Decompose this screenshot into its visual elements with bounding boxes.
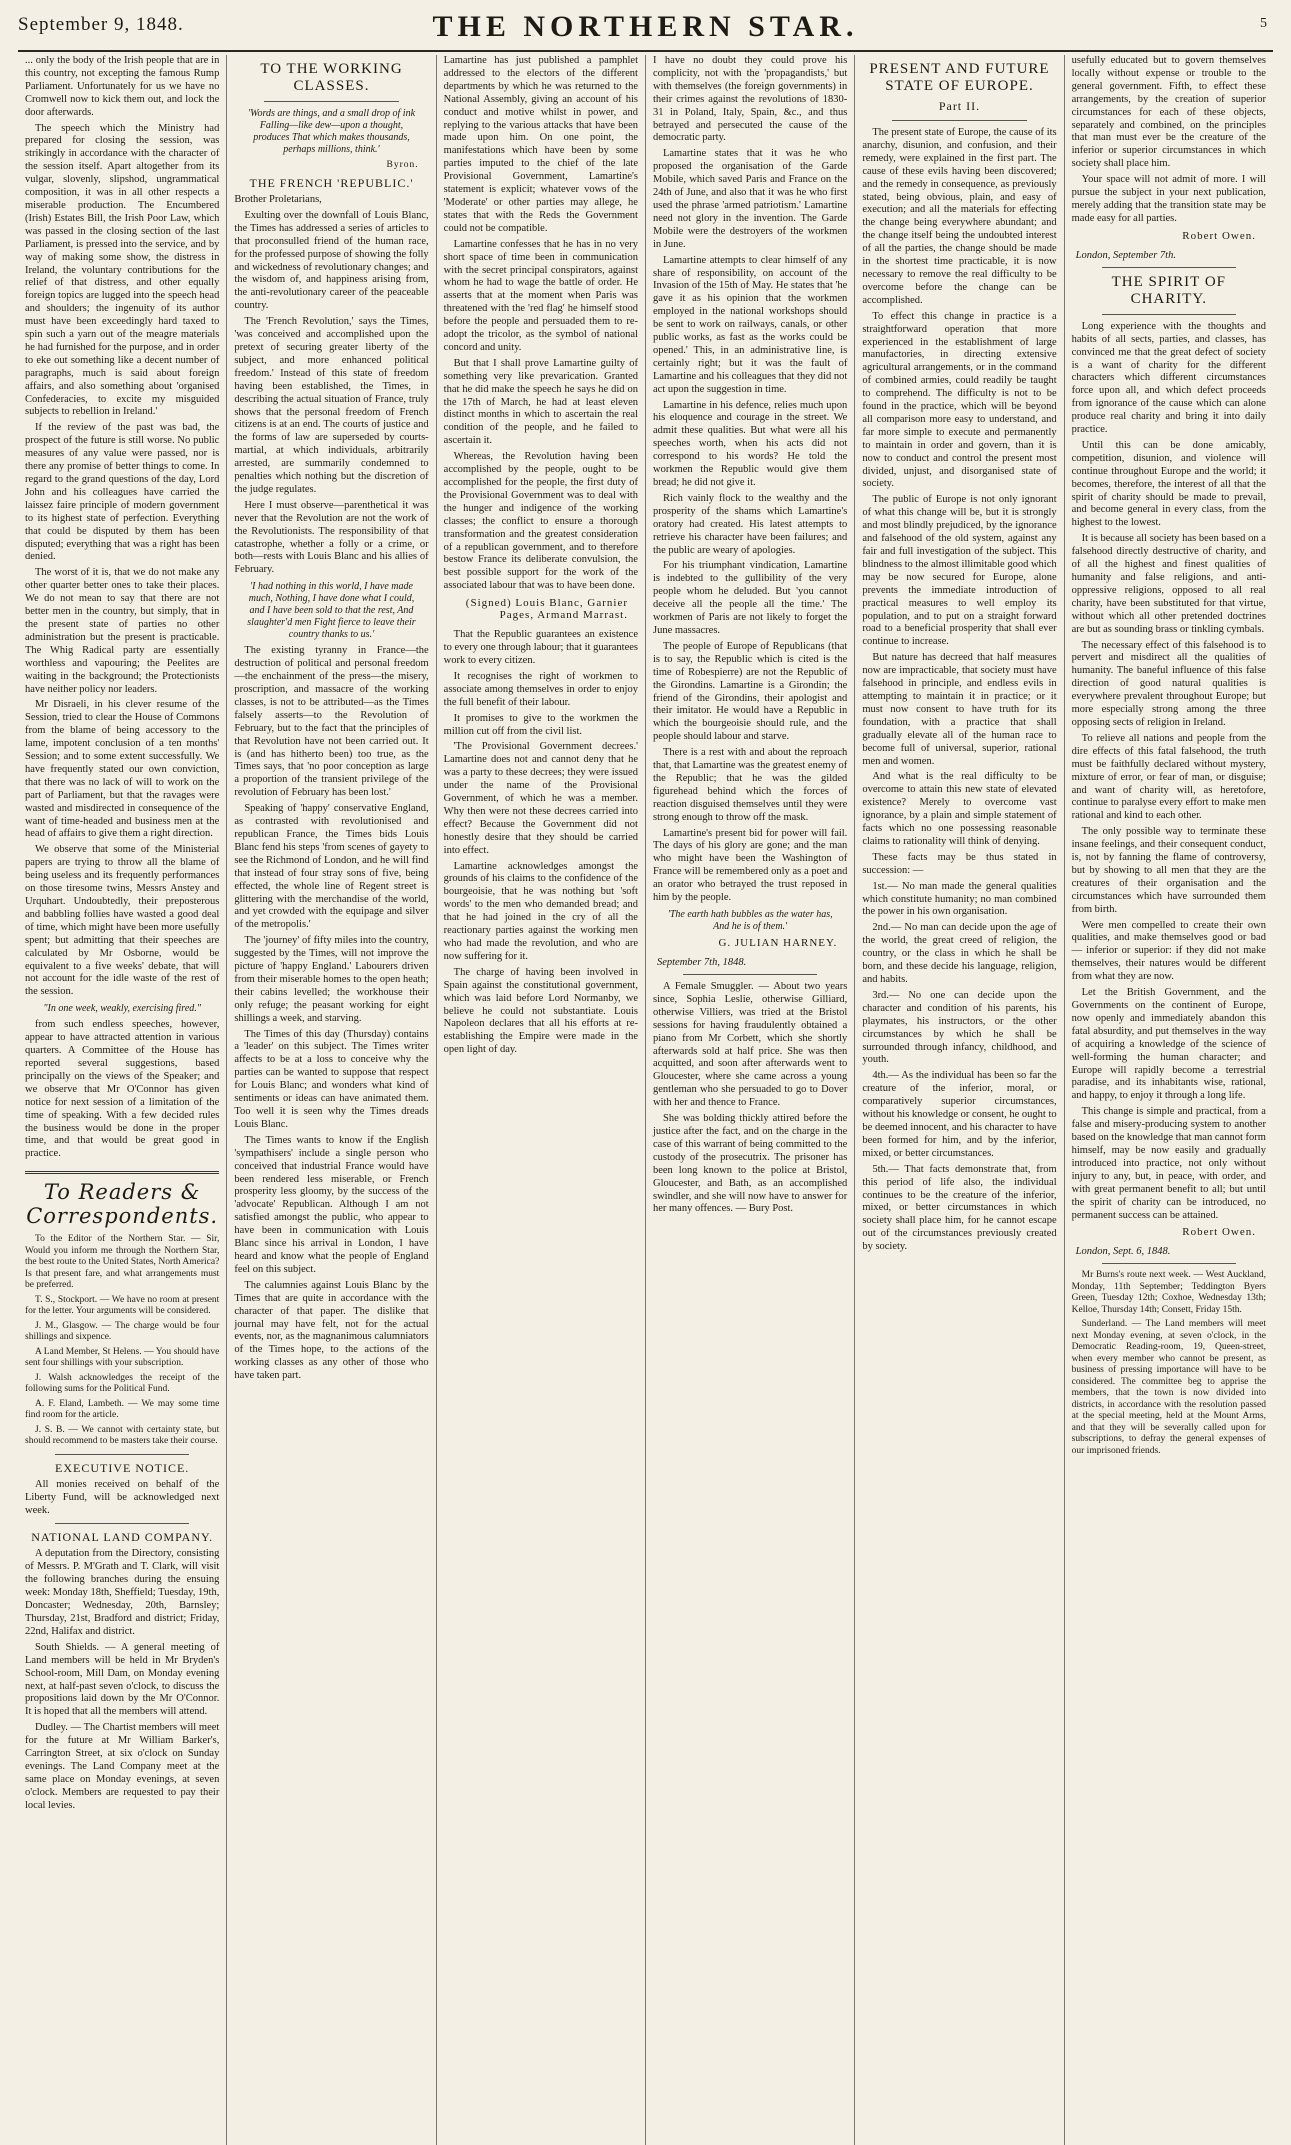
paragraph: The Times wants to know if the English 'sympathisers' include a single person who conceived that industrial France would have been rendered less miserable, or French prosperity less gloomy, by the success of the 'advocate' Republican. Although I am not satisfied amongst the public, who appear to have been in communication with Louis Blanc since his arrival in London, I have heard and know what the people of England feel on this subject.: [234, 1134, 429, 1275]
correspondent-notice: J. M., Glasgow. — The charge would be four shillings and sixpence.: [25, 1320, 220, 1343]
paragraph: The public of Europe is not only ignorant of what this change will be, but it is strongly and most blindly prejudiced, by the ignorance and falsehood of the old system, against any fair and full investigation of the subject. This blindness to the almost illimitable good which may be now secured for Europe, alone prevents the immediate introduction of practical measures to well employ its population, and to put on a straight forward road to a beneficial prosperity that shall ever continue to increase.: [862, 494, 1057, 648]
paragraph: For his triumphant vindication, Lamartine is indebted to the gullibility of the very people whom he deluded. But 'you cannot deceive all the people all the time.' The workmen of Paris are not likely to forget the June massacres.: [652, 560, 848, 636]
divider: [55, 1454, 189, 1455]
author-signature: Robert Owen.: [1182, 1226, 1256, 1239]
paragraph: The calumnies against Louis Blanc by the Times that are quite in accordance with the character of that paper. The dislike that journal may have felt, not for the actual events, nor, as the magnanimous calumniators of the Times hope, to the actions of the working classes as any other of those who have taken part.: [234, 1279, 429, 1382]
paragraph: Until this can be done amicably, competition, disunion, and violence will continue throughout Europe and the world; it becomes, therefore, the interest of all that the spirit of charity should be made to prevail, and become general in every class, from the highest to the lowest.: [1071, 439, 1266, 529]
paragraph: Lamartine confesses that he has in no very short space of time been in communication with the secret principal conspirators, against whom he had to wage the battle of order. He asserts that at the moment when Paris was threatened with the 'red flag' he himself stood before the people and persuaded them to re-adopt the tricolor, as the symbol of national concord and unity.: [443, 238, 638, 353]
correspondent-notice: J. S. B. — We cannot with certainty state, but should recommend to be masters take their course.: [25, 1424, 220, 1447]
paragraph: A Female Smuggler. — About two years since, Sophia Leslie, otherwise Gilliard, otherwise Villiers, was tried at the Bristol sessions for having fraudulently obtained a piano from Mr Corbett, which she shortly afterwards sold at half price. She was then acquitted, and soon after afterwards went to Gloucester, where she came across a young gentleman who she persuaded to go to Dover with her and thence to France.: [652, 981, 848, 1109]
column-4: [646, 55, 855, 2145]
divider: [1102, 1263, 1236, 1264]
paragraph: The 'journey' of fifty miles into the country, suggested by the Times, will not improve the picture of 'happy England.' Labourers driven from their miserable homes to the open heath; their cabins levelled; the workhouse their only refuge; the peasant working for eight shillings a week, and starving.: [234, 935, 429, 1024]
divider: [892, 120, 1026, 121]
land-company-heading: NATIONAL LAND COMPANY.: [31, 1530, 214, 1545]
paragraph: Lamartine has just published a pamphlet addressed to the electors of the different departments by which he was returned to the National Assembly, giving an account of his conduct and motive whilst in power, and replying to the various attacks that have been made upon him. On one point, the manifestations which have been by some parties imputed to the chief of the late Provisional Government, Lamartine's statement is explicit; whatever vows of the 'Moderate' or other parties may allege, he states that with the Reds the Government could not be compatible.: [443, 55, 638, 234]
paragraph: That the Republic guarantees an existence to every one through labour; that it guarantees work to every citizen.: [443, 629, 638, 666]
page-number: 5: [1260, 16, 1267, 31]
paragraph: It promises to give to the workmen the million cut off from the civil list.: [443, 712, 638, 737]
article-date: London, Sept. 6, 1848.: [1075, 1246, 1171, 1258]
paragraph: She was bolding thickly attired before the justice after the fact, and on the charge in the case of this warrant of being committed to the custody of the prosecutrix. The prisoner has been long known to the police at Bristol, Gloucester, and Bath, as an accomplished swindler, and she will now have to answer for her many offences. — Bury Post.: [652, 1113, 848, 1215]
paragraph: Mr Burns's route next week. — West Auckland, Monday, 11th September; Teddington Byers Green, Tuesday 12th; Coxhoe, Wednesday 13th; Kelloe, Thursday 14th; Consett, Friday 15th.: [1071, 1270, 1266, 1315]
paragraph: Mr Disraeli, in his clever resume of the Session, tried to clear the House of Commons from the blame of being accessory to the lame, impotent conclusion of a ten months' Session; and to some extent successfully. We have frequently stated our own conviction, that there was no lack of will to work on the part of Parliament, but that the ravages were wasted and misdirected in consequence of the want of time-headed and business men at the head of affairs to give them a right direction.: [25, 699, 220, 840]
column-3: [437, 55, 646, 2145]
paragraph: Lamartine states that it was he who proposed the organisation of the Garde Mobile, which saved Paris and France on the 24th of June, and also that it was he who first used the phrase 'armed patriotism.' Lamartine need not glory in the invention. The Garde Mobile were the destroyers of the workmen in June.: [652, 148, 848, 250]
correspondent-notice: J. Walsh acknowledges the receipt of the following sums for the Political Fund.: [25, 1372, 220, 1395]
signatories: (Signed) Louis Blanc, Garnier Pages, Armand Marrast.: [465, 597, 628, 622]
column-1: [18, 55, 227, 2145]
article-heading: THE SPIRIT OF CHARITY.: [1111, 273, 1226, 307]
paragraph: South Shields. — A general meeting of Land members will be held in Mr Bryden's School-room, Mill Dam, on Monday evening next, at half-past seven o'clock, to discuss the propositions laid down by the Mr O'Connor. It is hoped that all the members will attend.: [25, 1641, 220, 1718]
divider: [55, 1523, 189, 1524]
executive-notice-text: All monies received on behalf of the Liberty Fund, will be acknowledged next week.: [25, 1478, 220, 1516]
paragraph: Lamartine acknowledges amongst the grounds of his claims to the confidence of the bourgeoisie, that he was nothing but 'soft words' to the men who demanded bread; and that he had joined in the cry of all the reactionary parties against the working men who had made the revolution, and who are now suffering for it.: [443, 860, 638, 962]
executive-notice-heading: EXECUTIVE NOTICE.: [55, 1460, 190, 1475]
paragraph: 1st.— No man made the general qualities which constitute humanity; no man combined the power in his own organisation.: [862, 880, 1057, 918]
paragraph: Rich vainly flock to the wealthy and the prosperity of the shams which Lamartine's oratory had created. His latest attempts to retrieve his character have been failures; and the public are weary of apologies.: [652, 492, 848, 556]
article-heading: PRESENT AND FUTURE STATE OF EUROPE.: [869, 61, 1050, 94]
paragraph: If the review of the past was bad, the prospect of the future is still worse. No public measures of any value were passed, nor is there any promise of better things to come. In regard to the grand questions of the day, Lord John and his colleagues have carried the laissez faire principle of modern government to its highest state of perfection. Everything that could be disputed by them has been disputed; everything that was a right has been denied.: [25, 422, 220, 563]
paragraph: It is because all society has been based on a falsehood directly destructive of charity, and of all the highest and finest qualities of humanity and false religions, and anti-oppressive religions, opposed to all real charity, have been substituted for that virtue, without which all other pretended doctrines are but as sounding brass or tinkling cymbals.: [1071, 533, 1266, 635]
paragraph: 'The Provisional Government decrees.' Lamartine does not and cannot deny that he was a party to these decrees; they were issued under the name of the Provisional Government, of which he was a member. Why then were not these decrees carried into effect? Because the Government did not honestly desire that they should be carried into effect.: [443, 741, 638, 856]
columns: [18, 55, 1273, 2145]
correspondent-notice: To the Editor of the Northern Star. — Sir, Would you inform me through the Northern Star, the best route to the United States, North America? Is that present fare, and what arrangements must be preferred.: [25, 1234, 220, 1291]
paragraph: Let the British Government, and the Governments on the continent of Europe, now openly and immediately abandon this fatal absurdity, and put themselves in the way of acquiring a knowledge of the science of well-forming the human character; and Europe will rapidly become a terrestrial paradise, and its inhabitants wise, rational, and happy, to enjoy it through a long life.: [1071, 987, 1266, 1102]
divider: [264, 101, 398, 102]
paragraph: We observe that some of the Ministerial papers are trying to throw all the blame of being useless and its frequently performances on those tiresome twins, Messrs Anstey and Urquhart. Undoubtedly, their preposterous and babbling follies have wasted a good deal of time, which might have been more usefully spent; but admitting that their speeches are calculated by Mr Osborne, would be equivalent to a five weeks' debate, that will not account for the idle waste of the rest of the session.: [25, 844, 220, 998]
paragraph: But that I shall prove Lamartine guilty of something very like prevarication. Granted that he did make the speech he says he did on the 17th of March, he had at least eleven distinct months in which to ascertain the real condition of the people, and he failed to ascertain it.: [443, 357, 638, 447]
article-part: Part II.: [938, 99, 981, 113]
paragraph: Long experience with the thoughts and habits of all sects, parties, and classes, has convinced me that the great defect of society is a want of charity for the different characters which different circumstances force upon all, and which defect proceeds from ignorance of the cause which can alone produce real charity and bring it into daily practice.: [1071, 320, 1266, 436]
paragraph: Lamartine in his defence, relies much upon his eloquence and courage in the street. We admit these qualities. But what were all his speeches worth, when his acts did not correspond to his words? He told the workmen the Republic would give them bread; he did not give it.: [652, 399, 848, 488]
divider: [1102, 267, 1236, 268]
paragraph: The present state of Europe, the cause of its anarchy, disunion, and confusion, and their remedy, were explained in the first part. The cause of these evils having been discovered; and the remedy in consequence, as previously stated, being obvious, plain, and easy of execution; and all the materials for effecting the change being everywhere abundant; and the change itself being the undoubted interest of all the parties, the change should be made in the shortest time practicable, it is now necessary to remove the real difficulty to be overcome before the change can be accomplished.: [862, 127, 1057, 306]
issue-date: September 9, 1848.: [18, 14, 184, 35]
paragraph: The charge of having been involved in Spain against the constitutional government, which was laid before Lord Normanby, we believe he could not substantiate. Louis Napoleon declares that all his efforts at re-establishing the Empire were made in the open light of day.: [443, 966, 638, 1056]
paragraph: 2nd.— No man can decide upon the age of the world, the great creed of religion, the country, or the class in which he shall be born, and these decide his language, religion, and habits.: [862, 922, 1057, 985]
paragraph: There is a rest with and about the reproach that, that Lamartine was the greatest enemy of the Republic; that he was the gilded figurehead behind which the forces of reaction disguised themselves until they were strong enough to throw off the mask.: [652, 747, 848, 823]
divider: [1102, 314, 1236, 315]
newspaper-title: THE NORTHERN STAR.: [432, 10, 859, 43]
author-signature: Robert Owen.: [1182, 229, 1256, 242]
paragraph: The people of Europe of Republicans (that is to say, the Republic which is cited is the time of Robespierre) are not the Republic of the Girondins. Lamartine is a Girondin; the friend of the Girondins, their apologist and their imitator. He would have a Republic in which the bourgeoisie should rule, and the people should labour and starve.: [652, 640, 848, 743]
paragraph: Your space will not admit of more. I will pursue the subject in your next publication, merely adding that the transition state may be made easy for all parties.: [1071, 174, 1266, 224]
masthead: [18, 6, 1273, 52]
paragraph: ... only the body of the Irish people that are in this country, not excepting the famous Rump Parliament. Unfortunately for us we have no Cromwell now to kick them out, and lock the door afterwards.: [25, 55, 220, 118]
paragraph: To effect this change in practice is a straightforward operation that more experienced in the establishment of large manufactories, in directing extensive agricultural arrangements, or in the command of combined armies, could readily be taught to comprehend. The difficulty is not to be found in the practice, which will be beyond all comparison more easy to understand, and far more simple to execute and permanently to maintain in order and govern, than it is now to conduct and control the present most divided, unjust, and disorganised state of society.: [862, 310, 1057, 490]
paragraph: The existing tyranny in France—the destruction of political and personal freedom—the enchainment of the press—the misery, proscription, and massacre of the working classes, is not to be attributed—as the Times falsely asserts—to the Revolution of February, but to the fact that the principles of that Revolution have not been carried out. It is (and has hitherto been) too true, as the Times says, that 'no poor conception as large a proportion of the transient privilege of the revolution of February has been lost.': [234, 645, 429, 799]
correspondents-heading: To Readers & Correspondents.: [25, 1171, 219, 1228]
author-signature: G. JULIAN HARNEY.: [718, 937, 838, 949]
paragraph: I have no doubt they could prove his complicity, not with the 'propagandists,' but with themselves (the foreign governments) in their crimes against the revolutions of 1830-31 in Poland, Italy, Spain, &c., and thus betrayed and persecuted the cause of the democratic party.: [652, 55, 848, 144]
paragraph: 5th.— That facts demonstrate that, from this period of life also, the individual continues to be the creature of the inferior, mixed, or better circumstances in which society shall place him, for he cannot escape out of the circumstances previously created by society.: [862, 1163, 1057, 1253]
column-2: [227, 55, 436, 2145]
paragraph: Were men compelled to create their own qualities, and make themselves good or bad — inferior or superior: if they did not make themselves, their natures would be different from what they are now.: [1071, 919, 1266, 983]
paragraph: usefully educated but to govern themselves locally without expense or trouble to the general government. Fifth, to effect these arrangements, by the creation of superior circumstances for each of these objects, separately and combined, on the principles that man must ever be the creature of the inferior or superior circumstances in which society shall place him.: [1071, 55, 1266, 170]
paragraph: A deputation from the Directory, consisting of Messrs. P. M'Grath and T. Clark, will visit the following branches during the ensuing week: Monday 18th, Sheffield; Tuesday, 19th, Doncaster; Wednesday, 20th, Barnsley; Thursday, 21st, Bradford and district; Friday, 22nd, Halifax and district.: [25, 1548, 220, 1637]
paragraph: The necessary effect of this falsehood is to pervert and misdirect all the qualities of humanity. The baneful influence of this false direction of good natural qualities is everywhere prevalent throughout Europe; but more especially strong among the three opposing sects of religion in Ireland.: [1071, 639, 1266, 728]
paragraph: Dudley. — The Chartist members will meet for the future at Mr William Barker's, Carrington Street, at six o'clock on Sunday evenings. The Land Company meet at the same place on Monday evenings, at seven o'clock. Members are requested to pay their local levies.: [25, 1722, 220, 1811]
correspondent-notice: T. S., Stockport. — We have no room at present for the letter. Your arguments will be considered.: [25, 1294, 220, 1317]
paragraph: 4th.— As the individual has been so far the creature of the inferior, moral, or comparatively superior circumstances, without his knowledge or consent, he ought to be deemed innocent, and his character to have been formed for him, and by the inferior, mixed, or better circumstances.: [862, 1070, 1057, 1159]
epigraph-source: Byron.: [386, 160, 419, 170]
paragraph: These facts may be thus stated in succession: —: [862, 851, 1057, 876]
paragraph: But nature has decreed that half measures now are impracticable, that society must have falsehood in principle, and endless evils in attempting to maintain it in practice; or it must now consent to have truth for its foundation, with a practice that shall gradually elevate all of the human race to become full of universal, superior, rational men and women.: [862, 652, 1057, 767]
article-date: September 7th, 1848.: [656, 957, 747, 968]
paragraph: from such endless speeches, however, appear to have attracted attention in various quarters. A Committee of the House has reported several suggestions, based principally on the views of the Speaker; and we observe that Mr O'Connor has given notice for next session of a limitation of the time of speaking. With a few decided rules the business would be done in the proper time, and that would be great good in practice.: [25, 1019, 220, 1160]
paragraph: It recognises the right of workmen to associate among themselves in order to enjoy the full benefit of their labour.: [443, 670, 638, 708]
salutation: Brother Proletarians,: [234, 194, 322, 205]
article-subheading: THE FRENCH 'REPUBLIC.': [249, 176, 414, 190]
paragraph: The worst of it is, that we do not make any other quarter better ones to take their places. We do not mean to say that there are not better men in the country, but simply, that in the present state of parties no other administration but the present is practicable. The Whig Radical party are essentially worthless and vapouring; the Peelites are waiting in the background; the Protectionists have neither policy nor leaders.: [25, 567, 220, 695]
paragraph: The speech which the Ministry had prepared for closing the session, was strikingly in accordance with the character of the session itself. Apart altogether from its vulgar, slovenly, slipshod, ungrammatical composition, it was in all other respects a miserable production. The Encumbered (Irish) Estates Bill, the Irish Poor Law, which was passed in the closing section of the last Parliament, is pressed into the service, and by way of making some show, the distress in Ireland, the voluntary contributions for the relief of that distress, and other equally foreign topics are lugged into the speech head and shoulders; the ingenuity of its author must have been exceedingly hard taxed to spin such a yarn out of the meagre materials he had furnished for the purpose, and in order to eke out something like a decent number of paragraphs, much is said about foreign affairs, and also something about 'organised Confederacies, to excite my misguided subjects to rebellion in Ireland.': [25, 122, 220, 418]
epigraph: 'Words are things, and a small drop of ink Falling—like dew—upon a thought, produces That which makes thousands, perhaps millions, think.': [247, 108, 416, 155]
paragraph: The Times of this day (Thursday) contains a 'leader' on this subject. The Times writer affects to be at a loss to conceive why the parties can be wanted to suppose that respect for Louis Blanc; and wonders what kind of sentiments or ideas can have animated them. Too well it is seen why the Times dreads Louis Blanc.: [234, 1028, 429, 1130]
paragraph: Here I must observe—parenthetical it was never that the Revolution are not the work of the Revolutionists. The responsibility of that catastrophe, whether a folly or a crime, or both—rests with Louis Blanc and his allies of February.: [234, 499, 429, 576]
verse-quote: 'I had nothing in this world, I have made much, Nothing, I have done what I could, and I have been sold to that the rest, And slaughter'd men Fight fierce to leave their country thanks to us.': [247, 581, 416, 641]
correspondent-notice: A. F. Eland, Lambeth. — We may some time find room for the article.: [25, 1398, 220, 1421]
quoted-line: "In one week, weakly, exercising fired.": [43, 1003, 201, 1015]
paragraph: This change is simple and practical, from a false and misery-producing system to another based on the knowledge that man cannot form himself, may be now easily and gradually introduced into practice, not only without injury to any, but, in peace, with order, and with great permanent benefit to all; but until the spirit of charity can be introduced, no permanent success can be attained.: [1071, 1106, 1266, 1221]
paragraph: Exulting over the downfall of Louis Blanc, the Times has addressed a series of articles to that proconsulled friend of the human race, for the professed purpose of showing the folly and wickedness of revolutionary changes; and the wisdom of, and happiness arising from, the anti-revolutionary career of the peaceable country.: [234, 209, 429, 312]
paragraph: Lamartine attempts to clear himself of any share of responsibility, on account of the Invasion of the 15th of May. He states that 'he gave it as his opinion that the workmen employed in the national workshops should be sent to work on railways, canals, or other public works, as fast as the works could be opened.' This, in an administrative line, is certainly right; but it was the fault of Lamartine and his colleagues that they did not act upon the suggestion in time.: [652, 254, 848, 395]
article-heading: TO THE WORKING CLASSES.: [260, 61, 403, 94]
paragraph: The only possible way to terminate these insane feelings, and their consequent conduct, is, not by fanning the flame of controversy, but by showing to all men that they are the creatures of their organisation and the circumstances which have surrounded them from birth.: [1071, 826, 1266, 915]
paragraph: The 'French Revolution,' says the Times, 'was conceived and accomplished upon the pretext of securing greater liberty of the subject, and more enhanced political freedom.' Instead of this state of freedom having been established, the Times, in describing the actual situation of France, truly shows that the personal freedom of French citizens is at an end. The courts of justice and the forms of law are superseded by courts-martial, at which individuals, arbitrarily arrested, are summarily condemned to penalties which nothing but the discretion of the judge regulates.: [234, 316, 429, 495]
paragraph: Lamartine's present bid for power will fail. The days of his glory are gone; and the man who might have been the Washington of France will be remembered only as a poet and an orator who betrayed the trust reposed in him by the people.: [652, 827, 848, 904]
article-date: London, September 7th.: [1075, 249, 1176, 261]
paragraph: And what is the real difficulty to be overcome to attain this new state of elevated existence? Merely to overcome vast ignorance, by a plain and simple statement of facts which no one possessing reasonable claims to rationality will think of denying.: [862, 771, 1057, 847]
paragraph: Speaking of 'happy' conservative England, as contrasted with revolutionised and republican France, the Times bids Louis Blanc fend his steps 'from scenes of gayety to see the Richmond of London, and he will find that instead of four stray sons of five, being effected, the whole line of Regent street is glittering with the merchandise of the world, and yet crowded with the equipage and silver of the metropolis.': [234, 803, 429, 931]
paragraph: To relieve all nations and people from the dire effects of this fatal falsehood, the truth must be faithfully declared without mystery, mixture of error, or fear of man, or disguise; and want of charity will, as heretofore, continue to paralyse every effort to make men rational and kind to each other.: [1071, 732, 1266, 822]
paragraph: Sunderland. — The Land members will meet next Monday evening, at seven o'clock, in the Democratic Reading-room, 19, Queen-street, when every member who cannot be present, as business of pressing importance will have to be considered. The committee beg to apprise the members, that the town is now divided into districts, in accordance with the resolution passed at the special meeting, held at the Mount Arms, and that they will be severally called upon for subscriptions, to defray the general expenses of our imprisoned friends.: [1071, 1319, 1266, 1456]
paragraph: 3rd.— No one can decide upon the character and condition of his parents, his playmates, his instructors, or the other circumstances by which he shall be surrounded through infancy, childhood, and youth.: [862, 989, 1057, 1066]
closing-quote: 'The earth hath bubbles as the water has, And he is of them.': [667, 909, 833, 932]
paragraph: Whereas, the Revolution having been accomplished by the people, ought to be accomplished for the people, the first duty of the Provisional Government was to deal with the hunger and indigence of the working classes; the conflict to ensure a thorough transformation and the greatest consideration of a republican government, and to therefore bestow France its deliberate convulsion, the best possible support for the work of the associated labour that was to have been done.: [443, 451, 638, 592]
column-6: [1065, 55, 1273, 2145]
divider: [683, 974, 817, 975]
correspondent-notice: A Land Member, St Helens. — You should have sent four shillings with your subscription.: [25, 1346, 220, 1369]
column-5: [855, 55, 1064, 2145]
